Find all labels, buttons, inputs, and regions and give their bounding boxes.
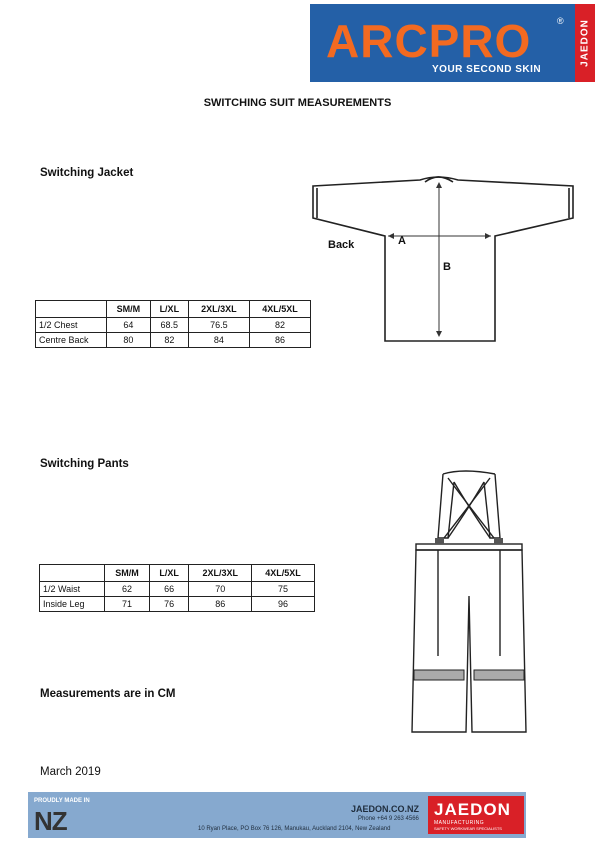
table-header-cell: 2XL/3XL (188, 301, 249, 318)
pants-heading: Switching Pants (40, 458, 129, 470)
table-row-label: Centre Back (36, 333, 107, 348)
jaedon-logo-sub2: SAFETY WORKWEAR SPECIALISTS (434, 826, 502, 831)
table-cell: 86 (189, 597, 252, 612)
table-cell: 66 (150, 582, 189, 597)
table-header-cell: 2XL/3XL (189, 565, 252, 582)
logo-registered-mark: ® (557, 16, 564, 26)
table-cell: 76.5 (188, 318, 249, 333)
table-cell (40, 565, 105, 582)
table-header-row (40, 565, 315, 582)
logo-tagline: YOUR SECOND SKIN (432, 64, 542, 75)
made-in-label: PROUDLY MADE IN (34, 798, 90, 804)
units-note: Measurements are in CM (40, 688, 176, 700)
table-header-cell: 4XL/5XL (249, 301, 310, 318)
table-cell: 75 (252, 582, 315, 597)
table-cell (36, 301, 107, 318)
label-a: A (398, 235, 406, 247)
footer-phone: Phone +64 9 263 4566 (358, 816, 419, 822)
pants-diagram (408, 466, 530, 734)
table-header-cell: SM/M (107, 301, 151, 318)
nz-logo: NZ (34, 806, 67, 836)
jaedon-logo-name: JAEDON (434, 800, 511, 819)
table-cell: 86 (249, 333, 310, 348)
table-cell: 71 (105, 597, 150, 612)
table-row (36, 318, 311, 333)
table-header-cell: SM/M (105, 565, 150, 582)
table-row-label: 1/2 Waist (40, 582, 105, 597)
table-row (40, 597, 315, 612)
document-date: March 2019 (40, 766, 101, 778)
table-cell: 68.5 (150, 318, 188, 333)
table-cell: 76 (150, 597, 189, 612)
jacket-heading: Switching Jacket (40, 167, 134, 179)
table-header-cell: L/XL (150, 301, 188, 318)
logo-side-band (575, 4, 595, 82)
jacket-diagram (305, 170, 580, 350)
table-cell: 82 (249, 318, 310, 333)
jaedon-logo (428, 796, 524, 834)
pants-size-table (39, 564, 315, 612)
table-cell: 80 (107, 333, 151, 348)
label-b: B (443, 261, 451, 273)
table-header-row (36, 301, 311, 318)
table-cell: 82 (150, 333, 188, 348)
footer-banner (28, 792, 526, 838)
table-row (36, 333, 311, 348)
table-row-label: 1/2 Chest (36, 318, 107, 333)
arcpro-logo (310, 4, 595, 82)
table-cell: 62 (105, 582, 150, 597)
table-cell: 84 (188, 333, 249, 348)
footer-address: 10 Ryan Place, PO Box 76 126, Manukau, Auckland 2104, New Zealand (198, 826, 391, 832)
table-row-label: Inside Leg (40, 597, 105, 612)
jaedon-logo-sub: MANUFACTURING (434, 820, 485, 826)
page-title: SWITCHING SUIT MEASUREMENTS (203, 97, 392, 109)
back-label: Back (328, 239, 355, 251)
table-header-cell: 4XL/5XL (252, 565, 315, 582)
table-cell: 96 (252, 597, 315, 612)
table-cell: 64 (107, 318, 151, 333)
table-header-cell: L/XL (150, 565, 189, 582)
jacket-size-table (35, 300, 311, 348)
logo-side-text: JAEDON (579, 19, 591, 67)
table-row (40, 582, 315, 597)
footer-website[interactable]: JAEDON.CO.NZ (351, 804, 420, 814)
table-cell: 70 (189, 582, 252, 597)
logo-brand: ARCPRO (326, 15, 532, 67)
